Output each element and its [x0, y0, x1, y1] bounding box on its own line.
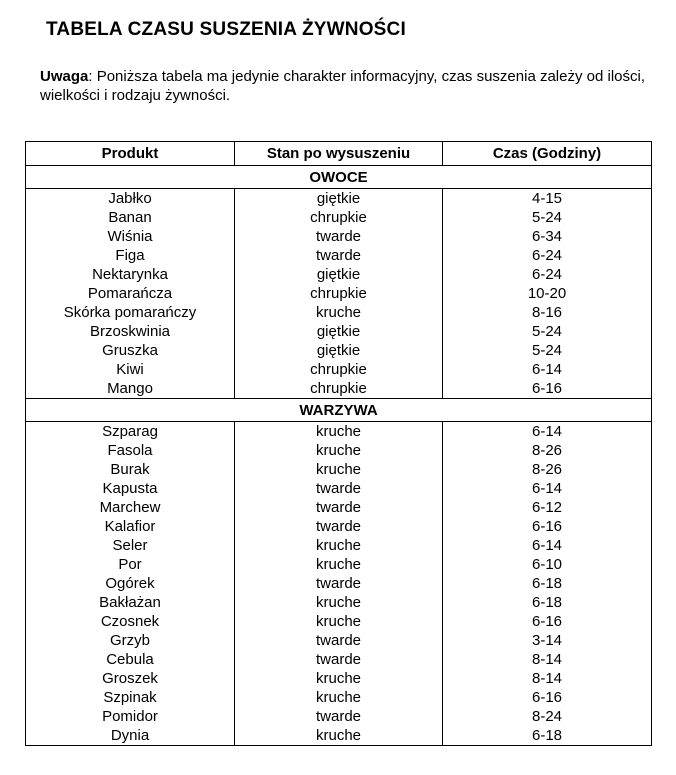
table-row: [26, 189, 652, 209]
time-cell: 5-24: [443, 208, 652, 227]
table-row: [26, 612, 652, 631]
time-cell: 6-14: [443, 536, 652, 555]
product-cell: Wiśnia: [26, 227, 235, 246]
table-row: [26, 631, 652, 650]
state-cell: twarde: [235, 227, 443, 246]
product-cell: Banan: [26, 208, 235, 227]
state-cell: twarde: [235, 498, 443, 517]
table-row: [26, 650, 652, 669]
note-text: : Poniższa tabela ma jedynie charakter informacyjny, czas suszenia zależy od ilości, wielkości i rodzaju żywności.: [40, 68, 645, 104]
product-cell: Mango: [26, 379, 235, 399]
table-row: [26, 517, 652, 536]
state-cell: kruche: [235, 441, 443, 460]
state-cell: kruche: [235, 460, 443, 479]
state-cell: kruche: [235, 612, 443, 631]
product-cell: Czosnek: [26, 612, 235, 631]
state-cell: kruche: [235, 422, 443, 442]
header-state: Stan po wysuszeniu: [235, 142, 443, 166]
section-title: OWOCE: [26, 166, 652, 189]
section-row: [26, 399, 652, 422]
table-row: [26, 726, 652, 746]
time-cell: 6-16: [443, 612, 652, 631]
product-cell: Grzyb: [26, 631, 235, 650]
page-title: TABELA CZASU SUSZENIA ŻYWNOŚCI: [46, 19, 406, 40]
product-cell: Por: [26, 555, 235, 574]
time-cell: 6-24: [443, 265, 652, 284]
table-row: [26, 284, 652, 303]
time-cell: 5-24: [443, 341, 652, 360]
state-cell: kruche: [235, 536, 443, 555]
section-group: [26, 166, 652, 399]
note-label: Uwaga: [40, 68, 89, 85]
product-cell: Gruszka: [26, 341, 235, 360]
header-row: [26, 142, 652, 166]
time-cell: 6-16: [443, 379, 652, 399]
table-row: [26, 265, 652, 284]
state-cell: chrupkie: [235, 208, 443, 227]
time-cell: 6-16: [443, 688, 652, 707]
table-row: [26, 341, 652, 360]
table-row: [26, 555, 652, 574]
state-cell: giętkie: [235, 322, 443, 341]
product-cell: Ogórek: [26, 574, 235, 593]
product-cell: Bakłażan: [26, 593, 235, 612]
state-cell: kruche: [235, 669, 443, 688]
state-cell: chrupkie: [235, 360, 443, 379]
product-cell: Marchew: [26, 498, 235, 517]
time-cell: 4-15: [443, 189, 652, 209]
product-cell: Pomarańcza: [26, 284, 235, 303]
time-cell: 8-14: [443, 669, 652, 688]
time-cell: 6-12: [443, 498, 652, 517]
table-header: [26, 142, 652, 166]
table-row: [26, 422, 652, 442]
state-cell: kruche: [235, 303, 443, 322]
table-row: [26, 441, 652, 460]
state-cell: giętkie: [235, 189, 443, 209]
time-cell: 3-14: [443, 631, 652, 650]
table-row: [26, 322, 652, 341]
time-cell: 6-34: [443, 227, 652, 246]
state-cell: chrupkie: [235, 379, 443, 399]
table-row: [26, 303, 652, 322]
product-cell: Szparag: [26, 422, 235, 442]
product-cell: Kiwi: [26, 360, 235, 379]
header-time: Czas (Godziny): [443, 142, 652, 166]
table-row: [26, 707, 652, 726]
state-cell: kruche: [235, 688, 443, 707]
time-cell: 8-24: [443, 707, 652, 726]
state-cell: kruche: [235, 555, 443, 574]
state-cell: twarde: [235, 479, 443, 498]
table-row: [26, 208, 652, 227]
time-cell: 6-18: [443, 726, 652, 746]
header-product: Produkt: [26, 142, 235, 166]
product-cell: Szpinak: [26, 688, 235, 707]
time-cell: 8-26: [443, 441, 652, 460]
product-cell: Groszek: [26, 669, 235, 688]
state-cell: kruche: [235, 593, 443, 612]
state-cell: twarde: [235, 707, 443, 726]
state-cell: twarde: [235, 246, 443, 265]
product-cell: Nektarynka: [26, 265, 235, 284]
table-row: [26, 688, 652, 707]
time-cell: 6-16: [443, 517, 652, 536]
time-cell: 6-18: [443, 593, 652, 612]
time-cell: 8-14: [443, 650, 652, 669]
table-row: [26, 360, 652, 379]
product-cell: Kalafior: [26, 517, 235, 536]
state-cell: kruche: [235, 726, 443, 746]
product-cell: Dynia: [26, 726, 235, 746]
time-cell: 8-26: [443, 460, 652, 479]
product-cell: Seler: [26, 536, 235, 555]
table-row: [26, 479, 652, 498]
section-group: [26, 399, 652, 746]
time-cell: 6-14: [443, 479, 652, 498]
state-cell: twarde: [235, 574, 443, 593]
table-row: [26, 379, 652, 399]
product-cell: Pomidor: [26, 707, 235, 726]
time-cell: 6-24: [443, 246, 652, 265]
section-title: WARZYWA: [26, 399, 652, 422]
product-cell: Cebula: [26, 650, 235, 669]
drying-time-table: [25, 141, 652, 746]
product-cell: Kapusta: [26, 479, 235, 498]
state-cell: giętkie: [235, 341, 443, 360]
table-row: [26, 593, 652, 612]
time-cell: 5-24: [443, 322, 652, 341]
time-cell: 6-18: [443, 574, 652, 593]
section-row: [26, 166, 652, 189]
state-cell: twarde: [235, 517, 443, 536]
table-row: [26, 246, 652, 265]
time-cell: 10-20: [443, 284, 652, 303]
table-row: [26, 498, 652, 517]
table-row: [26, 574, 652, 593]
product-cell: Fasola: [26, 441, 235, 460]
time-cell: 6-14: [443, 360, 652, 379]
state-cell: twarde: [235, 650, 443, 669]
time-cell: 8-16: [443, 303, 652, 322]
table-row: [26, 669, 652, 688]
product-cell: Burak: [26, 460, 235, 479]
product-cell: Brzoskwinia: [26, 322, 235, 341]
table-row: [26, 227, 652, 246]
product-cell: Figa: [26, 246, 235, 265]
time-cell: 6-10: [443, 555, 652, 574]
table-row: [26, 460, 652, 479]
table-row: [26, 536, 652, 555]
state-cell: giętkie: [235, 265, 443, 284]
time-cell: 6-14: [443, 422, 652, 442]
product-cell: Jabłko: [26, 189, 235, 209]
note-paragraph: [40, 67, 660, 105]
state-cell: chrupkie: [235, 284, 443, 303]
state-cell: twarde: [235, 631, 443, 650]
product-cell: Skórka pomarańczy: [26, 303, 235, 322]
